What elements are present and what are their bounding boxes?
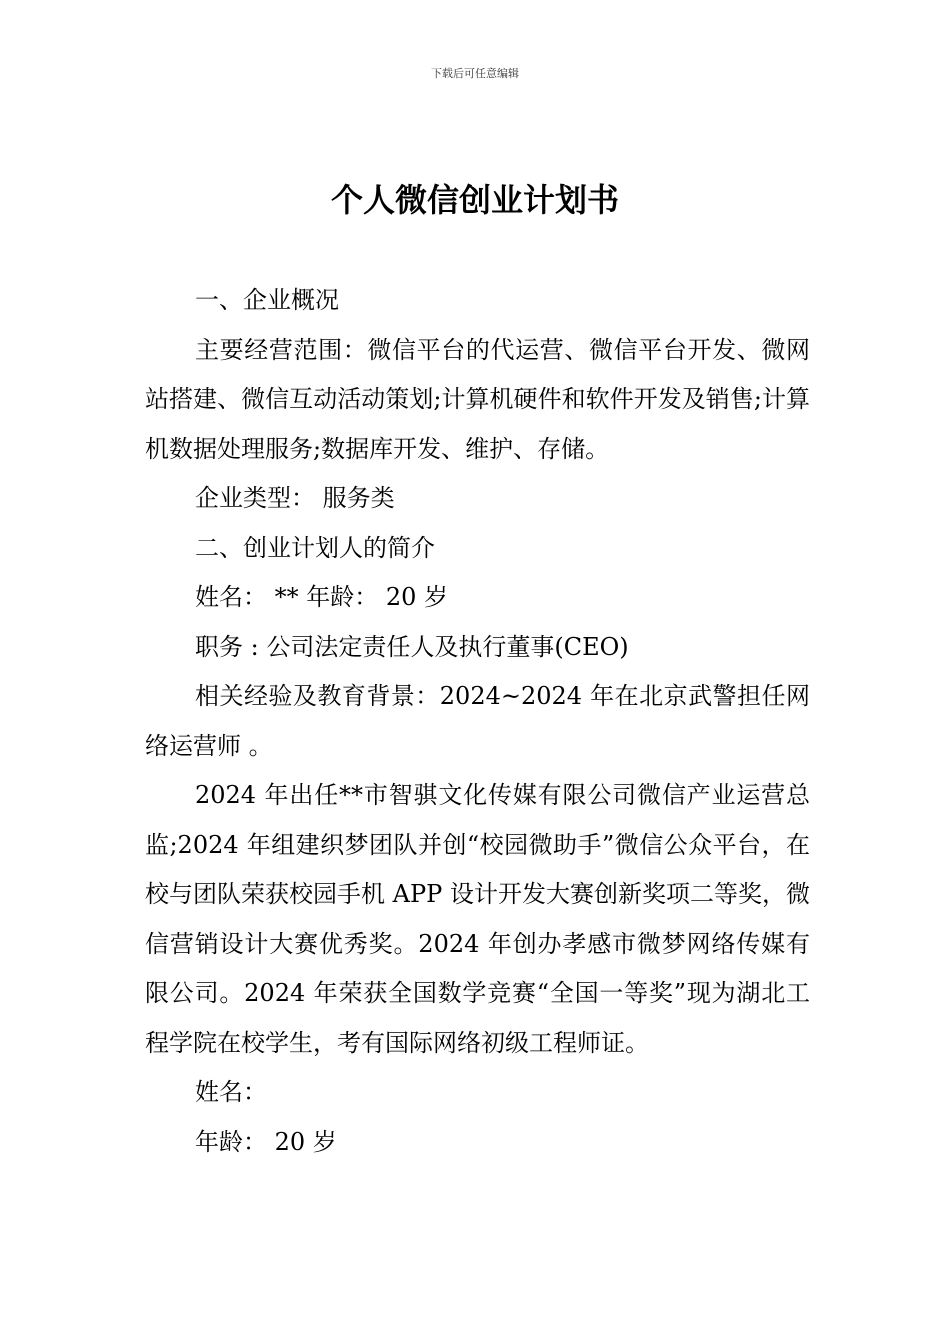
- position-paragraph: 职务 : 公司法定责任人及执行董事(CEO): [195, 632, 629, 661]
- age-paragraph: 年龄： 20 岁: [195, 1127, 337, 1156]
- business-scope-paragraph: 主要经营范围：微信平台的代运营、微信平台开发、微网站搭建、微信互动活动策划;计算机硬件和软件开发及销售;计算机数据处理服务;数据库开发、维护、存储。: [145, 335, 810, 463]
- document-body: [145, 276, 810, 1167]
- document-title: 个人微信创业计划书: [330, 181, 619, 219]
- section-heading-founder-intro: 二、创业计划人的简介: [195, 533, 435, 562]
- section-heading-company-overview: 一、企业概况: [195, 286, 339, 314]
- name-paragraph: 姓名：: [195, 1078, 267, 1106]
- name-age-paragraph: 姓名： ** 年龄： 20 岁: [195, 583, 449, 611]
- experience-paragraph: 相关经验及教育背景：2024~2024 年在北京武警担任网络运营师 。: [145, 682, 810, 760]
- page-header-note: 下载后可任意编辑: [431, 67, 519, 80]
- company-type-paragraph: 企业类型： 服务类: [195, 484, 395, 512]
- career-history-paragraph: 2024 年出任**市智骐文化传媒有限公司微信产业运营总监;2024 年组建织梦团队并创“校园微助手”微信公众平台，在校与团队荣获校园手机 APP 设计开发大赛创新奖项二等奖，微信营销设计大赛优秀奖。2024 年创办孝感市微梦网络传媒有限公司。2024 年荣获全国数学竞赛“全国一等奖”现为湖北工程学院在校学生，考有国际网络初级工程师证。: [145, 781, 810, 1057]
